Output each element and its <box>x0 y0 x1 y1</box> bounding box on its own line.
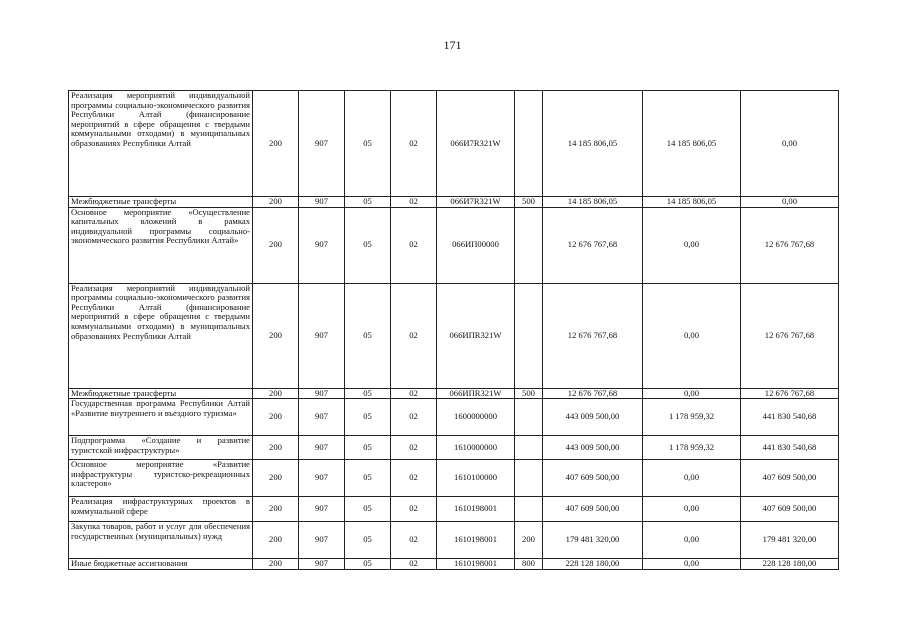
csr-cell: 066ИПR321W <box>437 283 515 388</box>
vr-cell: 800 <box>515 559 543 570</box>
csr-cell: 1610000000 <box>437 436 515 460</box>
pr-cell: 02 <box>391 460 437 497</box>
ved-cell: 907 <box>299 399 345 436</box>
csr-cell: 066ИПR321W <box>437 388 515 399</box>
gr-cell: 200 <box>253 522 299 559</box>
rz-cell: 05 <box>345 197 391 208</box>
row-name-cell: Межбюджетные трансферты <box>69 197 253 208</box>
gr-cell: 200 <box>253 559 299 570</box>
sum-republic-cell: 12 676 767,68 <box>741 388 839 399</box>
sum-total-cell: 12 676 767,68 <box>543 207 643 283</box>
sum-total-cell: 12 676 767,68 <box>543 388 643 399</box>
csr-cell: 066И7R321W <box>437 197 515 208</box>
sum-federal-cell: 0,00 <box>643 497 741 522</box>
csr-cell: 1600000000 <box>437 399 515 436</box>
rz-cell: 05 <box>345 388 391 399</box>
budget-table <box>68 90 839 570</box>
page-number: 171 <box>443 38 462 52</box>
table-row <box>69 497 839 522</box>
table-row <box>69 388 839 399</box>
ved-cell: 907 <box>299 559 345 570</box>
ved-cell: 907 <box>299 207 345 283</box>
gr-cell: 200 <box>253 460 299 497</box>
gr-cell: 200 <box>253 207 299 283</box>
sum-total-cell: 443 009 500,00 <box>543 436 643 460</box>
sum-total-cell: 14 185 806,05 <box>543 197 643 208</box>
vr-cell <box>515 283 543 388</box>
csr-cell: 1610198001 <box>437 522 515 559</box>
pr-cell: 02 <box>391 197 437 208</box>
sum-federal-cell: 14 185 806,05 <box>643 91 741 197</box>
row-name-cell: Реализация мероприятий индивидуальной программы социально-экономического развития Республики Алтай (финансирование мероприятий в сфере обращения с твердыми коммунальными отходами) в муниципальных образованиях Республики Алтай <box>69 91 253 197</box>
sum-federal-cell: 0,00 <box>643 522 741 559</box>
pr-cell: 02 <box>391 91 437 197</box>
gr-cell: 200 <box>253 388 299 399</box>
pr-cell: 02 <box>391 522 437 559</box>
sum-republic-cell: 441 830 540,68 <box>741 436 839 460</box>
sum-republic-cell: 407 609 500,00 <box>741 460 839 497</box>
table-row <box>69 460 839 497</box>
table-row <box>69 559 839 570</box>
pr-cell: 02 <box>391 399 437 436</box>
row-name-cell: Реализация инфраструктурных проектов в коммунальной сфере <box>69 497 253 522</box>
sum-total-cell: 228 128 180,00 <box>543 559 643 570</box>
sum-republic-cell: 441 830 540,68 <box>741 399 839 436</box>
gr-cell: 200 <box>253 436 299 460</box>
pr-cell: 02 <box>391 388 437 399</box>
sum-republic-cell: 179 481 320,00 <box>741 522 839 559</box>
sum-federal-cell: 1 178 959,32 <box>643 399 741 436</box>
gr-cell: 200 <box>253 497 299 522</box>
csr-cell: 1610100000 <box>437 460 515 497</box>
row-name-cell: Реализация мероприятий индивидуальной программы социально-экономического развития Республики Алтай (финансирование мероприятий в сфере обращения с твердыми коммунальными отходами) в муниципальных образованиях Республики Алтай <box>69 283 253 388</box>
table-row <box>69 197 839 208</box>
row-name-cell: Основное мероприятие «Развитие инфраструктуры туристско-рекреационных кластеров» <box>69 460 253 497</box>
sum-federal-cell: 0,00 <box>643 283 741 388</box>
rz-cell: 05 <box>345 522 391 559</box>
ved-cell: 907 <box>299 522 345 559</box>
sum-total-cell: 407 609 500,00 <box>543 460 643 497</box>
gr-cell: 200 <box>253 283 299 388</box>
table-row <box>69 436 839 460</box>
table-row <box>69 399 839 436</box>
vr-cell <box>515 436 543 460</box>
ved-cell: 907 <box>299 460 345 497</box>
rz-cell: 05 <box>345 207 391 283</box>
sum-federal-cell: 14 185 806,05 <box>643 197 741 208</box>
pr-cell: 02 <box>391 283 437 388</box>
vr-cell: 200 <box>515 522 543 559</box>
vr-cell <box>515 497 543 522</box>
csr-cell: 066И7R321W <box>437 91 515 197</box>
sum-republic-cell: 228 128 180,00 <box>741 559 839 570</box>
table-row <box>69 283 839 388</box>
sum-total-cell: 179 481 320,00 <box>543 522 643 559</box>
pr-cell: 02 <box>391 559 437 570</box>
sum-total-cell: 14 185 806,05 <box>543 91 643 197</box>
csr-cell: 1610198001 <box>437 497 515 522</box>
row-name-cell: Закупка товаров, работ и услуг для обеспечения государственных (муниципальных) нужд <box>69 522 253 559</box>
vr-cell <box>515 207 543 283</box>
rz-cell: 05 <box>345 399 391 436</box>
ved-cell: 907 <box>299 197 345 208</box>
rz-cell: 05 <box>345 559 391 570</box>
sum-federal-cell: 1 178 959,32 <box>643 436 741 460</box>
csr-cell: 066ИП00000 <box>437 207 515 283</box>
sum-total-cell: 443 009 500,00 <box>543 399 643 436</box>
sum-republic-cell: 0,00 <box>741 91 839 197</box>
row-name-cell: Подпрограмма «Создание и развитие туристской инфраструктуры» <box>69 436 253 460</box>
sum-federal-cell: 0,00 <box>643 388 741 399</box>
vr-cell <box>515 460 543 497</box>
table-row <box>69 522 839 559</box>
ved-cell: 907 <box>299 283 345 388</box>
csr-cell: 1610198001 <box>437 559 515 570</box>
gr-cell: 200 <box>253 399 299 436</box>
sum-total-cell: 407 609 500,00 <box>543 497 643 522</box>
pr-cell: 02 <box>391 497 437 522</box>
vr-cell <box>515 91 543 197</box>
vr-cell: 500 <box>515 197 543 208</box>
sum-federal-cell: 0,00 <box>643 559 741 570</box>
sum-republic-cell: 0,00 <box>741 197 839 208</box>
gr-cell: 200 <box>253 197 299 208</box>
ved-cell: 907 <box>299 436 345 460</box>
sum-federal-cell: 0,00 <box>643 207 741 283</box>
sum-republic-cell: 12 676 767,68 <box>741 207 839 283</box>
sum-federal-cell: 0,00 <box>643 460 741 497</box>
ved-cell: 907 <box>299 497 345 522</box>
sum-republic-cell: 407 609 500,00 <box>741 497 839 522</box>
ved-cell: 907 <box>299 91 345 197</box>
rz-cell: 05 <box>345 91 391 197</box>
vr-cell: 500 <box>515 388 543 399</box>
sum-total-cell: 12 676 767,68 <box>543 283 643 388</box>
row-name-cell: Межбюджетные трансферты <box>69 388 253 399</box>
table-row <box>69 91 839 197</box>
table-row <box>69 207 839 283</box>
pr-cell: 02 <box>391 436 437 460</box>
rz-cell: 05 <box>345 436 391 460</box>
gr-cell: 200 <box>253 91 299 197</box>
row-name-cell: Иные бюджетные ассигнования <box>69 559 253 570</box>
pr-cell: 02 <box>391 207 437 283</box>
rz-cell: 05 <box>345 460 391 497</box>
row-name-cell: Основное мероприятие «Осуществление капитальных вложений в рамках индивидуальной программы социально-экономического развития Республики Алтай» <box>69 207 253 283</box>
sum-republic-cell: 12 676 767,68 <box>741 283 839 388</box>
vr-cell <box>515 399 543 436</box>
ved-cell: 907 <box>299 388 345 399</box>
rz-cell: 05 <box>345 283 391 388</box>
row-name-cell: Государственная программа Республики Алтай «Развитие внутреннего и въездного туризма» <box>69 399 253 436</box>
rz-cell: 05 <box>345 497 391 522</box>
table-body <box>69 91 839 570</box>
